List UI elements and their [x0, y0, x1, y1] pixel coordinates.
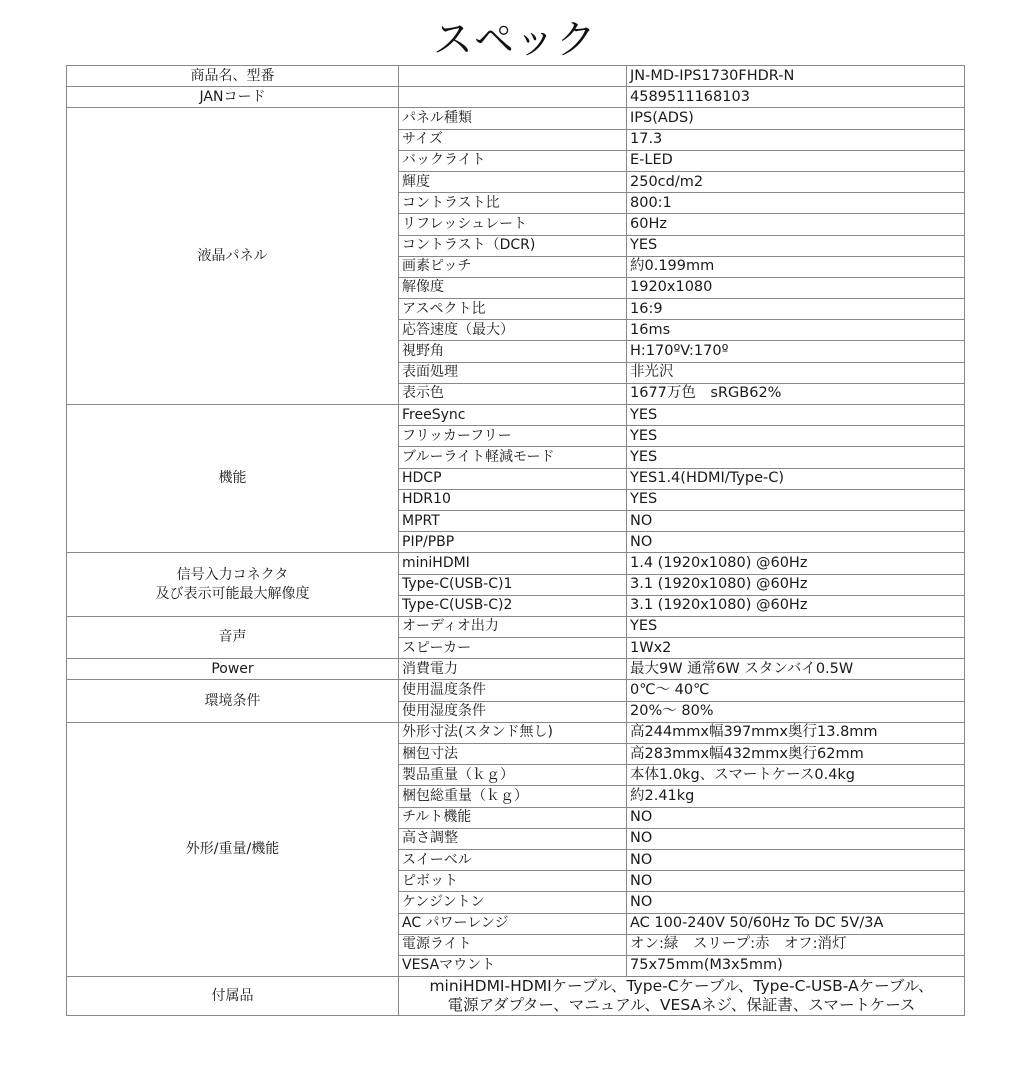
group-label-audio: 音声 [67, 616, 399, 658]
spec-key: 外形寸法(スタンド無し) [399, 722, 627, 743]
spec-key: コントラスト（DCR) [399, 235, 627, 256]
accessories-line: miniHDMI-HDMIケーブル、Type-Cケーブル、Type-C-USB-Aケーブル、 [429, 977, 934, 996]
spec-key: 梱包寸法 [399, 744, 627, 765]
spec-key: パネル種類 [399, 108, 627, 129]
spec-value: IPS(ADS) [627, 108, 965, 129]
group-label-physical: 外形/重量/機能 [67, 722, 399, 976]
spec-key: 梱包総重量（ｋｇ） [399, 786, 627, 807]
spec-key: HDCP [399, 468, 627, 489]
row-label: JANコード [67, 87, 399, 108]
spec-key: miniHDMI [399, 553, 627, 574]
table-row-jan [67, 87, 965, 108]
spec-value: NO [627, 510, 965, 531]
table-row [67, 616, 965, 637]
spec-value: 高283mmx幅432mmx奥行62mm [627, 744, 965, 765]
spec-key: FreeSync [399, 405, 627, 426]
spec-value: 高244mmx幅397mmx奥行13.8mm [627, 722, 965, 743]
spec-key: 視野角 [399, 341, 627, 362]
spec-value: 約2.41kg [627, 786, 965, 807]
spec-key: 応答速度（最大） [399, 320, 627, 341]
group-label-power: Power [67, 659, 399, 680]
spec-key: 使用湿度条件 [399, 701, 627, 722]
spec-value: 60Hz [627, 214, 965, 235]
spec-value: AC 100-240V 50/60Hz To DC 5V/3A [627, 913, 965, 934]
spec-value: H:170ºV:170º [627, 341, 965, 362]
spec-value: YES [627, 489, 965, 510]
spec-value: NO [627, 828, 965, 849]
spec-table [66, 65, 965, 1016]
spec-value: NO [627, 892, 965, 913]
spec-key: フリッカーフリー [399, 426, 627, 447]
spec-key: 輝度 [399, 171, 627, 192]
spec-value: NO [627, 807, 965, 828]
row-key-empty [399, 66, 627, 87]
spec-key: スイーベル [399, 849, 627, 870]
spec-key: ケンジントン [399, 892, 627, 913]
table-row [67, 553, 965, 574]
spec-key: オーディオ出力 [399, 616, 627, 637]
spec-value: YES [627, 616, 965, 637]
spec-key: VESAマウント [399, 955, 627, 976]
row-label: 商品名、型番 [67, 66, 399, 87]
spec-value: NO [627, 871, 965, 892]
accessories-line: 電源アダプター、マニュアル、VESAネジ、保証書、スマートケース [447, 996, 916, 1015]
spec-key: 電源ライト [399, 934, 627, 955]
spec-key: バックライト [399, 150, 627, 171]
group-label-inputs [67, 553, 399, 617]
spec-value: YES [627, 426, 965, 447]
spec-value: 20%～ 80% [627, 701, 965, 722]
group-label-accessories: 付属品 [67, 977, 399, 1016]
spec-key: PIP/PBP [399, 532, 627, 553]
spec-value: 75x75mm(M3x5mm) [627, 955, 965, 976]
page-title: スペック [433, 17, 597, 63]
table-row-model [67, 66, 965, 87]
spec-value: 250cd/m2 [627, 171, 965, 192]
spec-key: 表面処理 [399, 362, 627, 383]
spec-key: 使用温度条件 [399, 680, 627, 701]
spec-value: YES [627, 235, 965, 256]
spec-key: リフレッシュレート [399, 214, 627, 235]
spec-key: コントラスト比 [399, 193, 627, 214]
group-label-features: 機能 [67, 405, 399, 553]
spec-key: スピーカー [399, 638, 627, 659]
table-row [67, 680, 965, 701]
spec-key: ブルーライト軽減モード [399, 447, 627, 468]
accessories-list [399, 977, 965, 1016]
table-row [67, 722, 965, 743]
spec-value: YES [627, 405, 965, 426]
spec-key: アスペクト比 [399, 299, 627, 320]
spec-value: 1920x1080 [627, 277, 965, 298]
spec-value: オン:緑 スリープ:赤 オフ:消灯 [627, 934, 965, 955]
spec-key: AC パワーレンジ [399, 913, 627, 934]
spec-value: 最大9W 通常6W スタンバイ0.5W [627, 659, 965, 680]
spec-value: 非光沢 [627, 362, 965, 383]
spec-key: MPRT [399, 510, 627, 531]
spec-value: E-LED [627, 150, 965, 171]
spec-value: 1.4 (1920x1080) @60Hz [627, 553, 965, 574]
spec-key: 消費電力 [399, 659, 627, 680]
spec-key: 製品重量（ｋｇ） [399, 765, 627, 786]
spec-value: YES [627, 447, 965, 468]
table-row [67, 659, 965, 680]
row-value: JN-MD-IPS1730FHDR-N [627, 66, 965, 87]
spec-key: 画素ピッチ [399, 256, 627, 277]
spec-value: 16:9 [627, 299, 965, 320]
spec-key: Type-C(USB-C)1 [399, 574, 627, 595]
spec-value: 16ms [627, 320, 965, 341]
spec-value: NO [627, 849, 965, 870]
spec-key: ピボット [399, 871, 627, 892]
spec-value: 3.1 (1920x1080) @60Hz [627, 595, 965, 616]
row-key-empty [399, 87, 627, 108]
spec-value: 17.3 [627, 129, 965, 150]
spec-value: YES1.4(HDMI/Type-C) [627, 468, 965, 489]
spec-value: 1Wx2 [627, 638, 965, 659]
spec-key: Type-C(USB-C)2 [399, 595, 627, 616]
spec-key: HDR10 [399, 489, 627, 510]
spec-value: 約0.199mm [627, 256, 965, 277]
spec-key: 解像度 [399, 277, 627, 298]
spec-value: 800:1 [627, 193, 965, 214]
spec-value: 3.1 (1920x1080) @60Hz [627, 574, 965, 595]
spec-value: 1677万色 sRGB62% [627, 383, 965, 404]
spec-key: チルト機能 [399, 807, 627, 828]
table-row [67, 405, 965, 426]
table-row-accessories [67, 977, 965, 1016]
spec-value: 0℃～ 40℃ [627, 680, 965, 701]
spec-value: 本体1.0kg、スマートケース0.4kg [627, 765, 965, 786]
group-label-panel: 液晶パネル [67, 108, 399, 405]
spec-key: 表示色 [399, 383, 627, 404]
spec-value: NO [627, 532, 965, 553]
group-label-line: 信号入力コネクタ [176, 566, 289, 583]
table-row [67, 108, 965, 129]
row-value: 4589511168103 [627, 87, 965, 108]
spec-key: 高さ調整 [399, 828, 627, 849]
spec-key: サイズ [399, 129, 627, 150]
group-label-line: 及び表示可能最大解像度 [155, 585, 310, 602]
group-label-environment: 環境条件 [67, 680, 399, 722]
